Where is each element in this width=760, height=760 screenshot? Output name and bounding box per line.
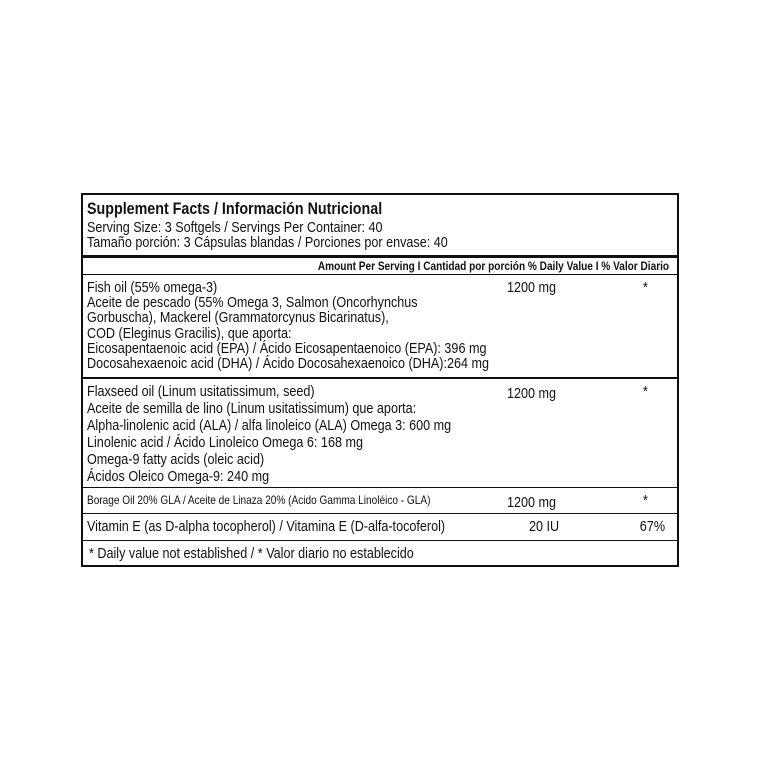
daily-value: * [643,279,648,296]
nutrient-line: Eicosapentaenoic acid (EPA) / Ácido Eicosapentaenoico (EPA): 396 mg [87,340,487,357]
nutrient-line: Docosahexaenoic acid (DHA) / Ácido Docosahexaenoico (DHA):264 mg [87,355,490,372]
nutrient-line: Borage Oil 20% GLA / Aceite de Linaza 20% (Acido Gamma Linoléico - GLA) [87,493,431,507]
supplement-facts-panel [81,193,679,567]
nutrient-line: COD (Eleginus Gracilis), que aporta: [87,325,292,342]
serving-size-es: Tamaño porción: 3 Cápsulas blandas / Porciones por envase: 40 [87,234,448,251]
nutrient-line: Omega-9 fatty acids (oleic acid) [87,451,265,468]
nutrient-line: Ácidos Oleico Omega-9: 240 mg [87,468,270,485]
nutrient-line: Aceite de pescado (55% Omega 3, Salmon (Oncorhynchus [87,294,418,311]
nutrient-line: Gorbuscha), Mackerel (Grammatorcynus Bicarinatus), [87,309,389,326]
divider [83,487,677,488]
divider [83,513,677,514]
amount: 1200 mg [507,279,557,296]
divider [83,540,677,541]
nutrient-line: Alpha-linolenic acid (ALA) / alfa linoleico (ALA) Omega 3: 600 mg [87,417,452,434]
panel-title: Supplement Facts / Información Nutricional [87,199,383,218]
amount: 1200 mg [507,494,557,511]
nutrient-line: Fish oil (55% omega-3) [87,279,218,296]
nutrient-line: Linolenic acid / Ácido Linoleico Omega 6: 168 mg [87,434,363,451]
nutrient-line: Aceite de semilla de lino (Linum usitatissimum) que aporta: [87,400,417,417]
serving-size: Serving Size: 3 Softgels / Servings Per Container: 40 [87,219,383,236]
divider [83,274,677,275]
amount: 1200 mg [507,385,557,402]
divider [83,255,677,258]
amount: 20 IU [529,518,560,535]
daily-value: * [643,383,648,400]
nutrient-line: Flaxseed oil (Linum usitatissimum, seed) [87,383,315,400]
column-header: Amount Per Serving I Cantidad por porción % Daily Value I % Valor Diario [317,259,669,273]
daily-value: 67% [639,518,665,535]
daily-value: * [643,492,648,509]
footnote: * Daily value not established / * Valor diario no establecido [89,545,414,562]
divider [83,377,677,379]
nutrient-line: Vitamin E (as D-alpha tocopherol) / Vitamina E (D-alfa-tocoferol) [87,518,446,535]
